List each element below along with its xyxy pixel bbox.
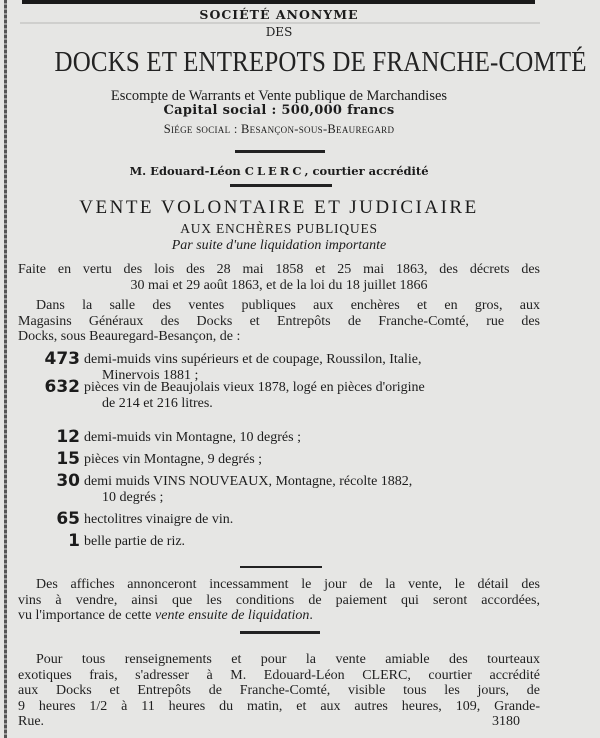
sale-reason: Par suite d'une liquidation importante (171, 238, 387, 253)
top-rule (22, 0, 535, 4)
legal-paragraph (18, 262, 540, 293)
broker-name: CLERC (244, 164, 305, 178)
lot-description: Minervois 1881 ; (102, 368, 199, 383)
lot-quantity: 30 (56, 471, 80, 491)
lot-description: demi-muids vins supérieurs et de coupage, Roussilon, Italie, (84, 352, 422, 367)
sale-subtitle: AUX ENCHÈRES PUBLIQUES (180, 221, 378, 236)
legal-line: Faite en vertu des lois des 28 mai 1858 et 25 mai 1863, des décrets des (18, 262, 540, 277)
divider (240, 631, 320, 634)
lot-description: hectolitres vinaigre de vin. (84, 512, 234, 527)
reference-number: 3180 (492, 714, 520, 729)
lot-description: demi-muids vin Montagne, 10 degrés ; (84, 430, 301, 445)
faded-rule (20, 22, 540, 24)
contact-line: 9 heures 1/2 à 11 heures du matin, et aux autres heures, 109, Grande- (18, 698, 540, 714)
lot-quantity: 473 (44, 349, 80, 369)
lot-description: pièces vin Montagne, 9 degrés ; (84, 452, 263, 467)
contact-line: Pour tous renseignements et pour la vente amiable des tourteaux (36, 652, 540, 667)
contact-line: Rue. (18, 714, 45, 729)
company-subtitle: Escompte de Warrants et Vente publique de Marchandises (110, 88, 448, 104)
location-line: Magasins Généraux des Docks et Entrepôts de Franche-Comté, rue des (18, 313, 540, 329)
lot-quantity: 65 (56, 509, 80, 529)
page-left-border (4, 0, 7, 738)
location-line: Docks, sous Beauregard-Besançon, de : (18, 329, 241, 344)
notice-paragraph (18, 577, 540, 624)
divider (230, 184, 332, 187)
legal-line: 30 mai et 29 août 1863, et de la loi du 18 juillet 1866 (130, 277, 428, 293)
contact-line: aux Docks et Entrepôts de Franche-Comté, visible tous les jours, de (18, 683, 540, 698)
location-paragraph (18, 298, 540, 345)
notice-line: Des affiches annonceront incessamment le jour de la vente, le détail des (36, 577, 540, 592)
lot-description: pièces vin de Beaujolais vieux 1878, logé en pièces d'origine (84, 380, 425, 395)
notice-line: vins à vendre, ainsi que les conditions de paiement qui seront accordées, (18, 592, 540, 608)
broker-prefix: M. Edouard-Léon (129, 164, 241, 178)
contact-paragraph (18, 652, 540, 730)
notice-italic: vente ensuite de liquidation (155, 608, 310, 623)
broker-line (18, 164, 540, 178)
divider (240, 566, 322, 568)
lot-description: belle partie de riz. (84, 534, 186, 549)
notice-text: . (309, 608, 313, 623)
notice-text: vu l'importance de cette (18, 608, 156, 623)
contact-line: exotiques frais, s'adresser à M. Edouard-Léon CLERC, courtier accrédité (18, 667, 540, 683)
lot-quantity: 632 (44, 377, 80, 397)
siege-line: Siége social : Besançon-sous-Beauregard (163, 122, 395, 136)
location-line: Dans la salle des ventes publiques aux enchères et en gros, aux (36, 298, 540, 313)
company-name: DOCKS ET ENTREPOTS DE FRANCHE-COMTÉ (54, 46, 587, 78)
capital-line: Capital social : 500,000 francs (163, 103, 395, 118)
lot-description: 10 degrés ; (102, 490, 164, 505)
contact-last-line (18, 714, 540, 730)
des-heading: DES (265, 25, 293, 39)
lot-description: de 214 et 216 litres. (102, 396, 213, 411)
divider (235, 150, 325, 153)
lot-quantity: 1 (68, 531, 80, 551)
broker-suffix: , courtier accrédité (304, 164, 429, 178)
sale-title: VENTE VOLONTAIRE ET JUDICIAIRE (79, 197, 479, 218)
notice-line (18, 608, 540, 624)
societe-heading: SOCIÉTÉ ANONYME (199, 7, 359, 22)
lot-description: demi muids VINS NOUVEAUX, Montagne, récolte 1882, (84, 474, 413, 489)
lot-quantity: 12 (56, 427, 80, 447)
lot-quantity: 15 (56, 449, 80, 469)
